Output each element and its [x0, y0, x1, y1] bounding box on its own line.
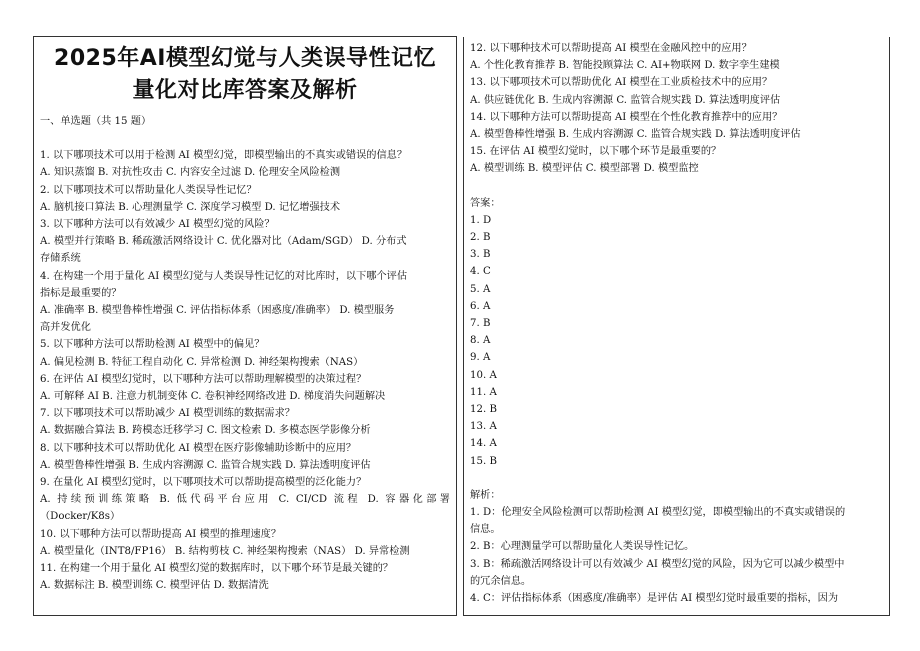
options-line: A. 模型量化（INT8/FP16） B. 结构剪枝 C. 神经架构搜索（NAS） D. 异常检测 — [40, 545, 410, 557]
answer-item: 5. A — [470, 283, 491, 295]
question-line: 10. 以下哪种方法可以帮助提高 AI 模型的推理速度？ — [40, 528, 282, 540]
options-line: A. 模型训练 B. 模型评估 C. 模型部署 D. 模型监控 — [470, 163, 699, 175]
question-line: 9. 在量化 AI 模型幻觉时，以下哪项技术可以帮助提高模型的泛化能力？ — [40, 477, 367, 489]
options-line: A. 持续预训练策略 B. 低代码平台应用 C. CI/CD 流程 D. 容器化部署 — [40, 494, 450, 506]
question-line: 14. 以下哪种方法可以帮助提高 AI 模型在个性化教育推荐中的应用？ — [470, 111, 783, 123]
document-title — [40, 43, 450, 107]
options-line: （Docker/K8s） — [40, 511, 121, 523]
question-line: 8. 以下哪种技术可以帮助优化 AI 模型在医疗影像辅助诊断中的应用？ — [40, 442, 357, 454]
analysis-line: 的冗余信息。 — [470, 575, 532, 587]
answer-item: 10. A — [470, 369, 497, 381]
options-line: A. 模型鲁棒性增强 B. 生成内容溯源 C. 监管合规实践 D. 算法透明度评估 — [470, 129, 801, 141]
answer-item: 2. B — [470, 232, 491, 244]
answer-item: 4. C — [470, 266, 491, 278]
question-line: 1. 以下哪项技术可以用于检测 AI 模型幻觉，即模型输出的不真实或错误的信息？ — [40, 150, 408, 162]
left-page — [33, 36, 457, 616]
options-line: A. 数据融合算法 B. 跨模态迁移学习 C. 图文检索 D. 多模态医学影像分析 — [40, 425, 371, 437]
question-line: 15. 在评估 AI 模型幻觉时，以下哪个环节是最重要的？ — [470, 146, 722, 158]
options-line: A. 供应链优化 B. 生成内容溯源 C. 监管合规实践 D. 算法透明度评估 — [470, 94, 781, 106]
options-line: A. 可解释 AI B. 注意力机制变体 C. 卷积神经网络改进 D. 梯度消失问题解决 — [40, 391, 386, 403]
answer-item: 13. A — [470, 421, 497, 433]
options-line: 高并发优化 — [40, 322, 91, 334]
question-line: 4. 在构建一个用于量化 AI 模型幻觉与人类误导性记忆的对比库时，以下哪个评估 — [40, 270, 408, 282]
answer-item: 1. D — [470, 214, 492, 226]
section-heading: 一、单选题（共 15 题） — [40, 116, 152, 127]
options-line: A. 脑机接口算法 B. 心理测量学 C. 深度学习模型 D. 记忆增强技术 — [40, 201, 341, 213]
analysis-heading: 解析： — [470, 489, 501, 501]
analysis-line: 4. C：评估指标体系（困惑度/准确率）是评估 AI 模型幻觉时最重要的指标，因为 — [470, 593, 839, 605]
options-line: A. 知识蒸馏 B. 对抗性攻击 C. 内容安全过滤 D. 伦理安全风险检测 — [40, 167, 341, 179]
question-line: 3. 以下哪种方法可以有效减少 AI 模型幻觉的风险？ — [40, 219, 275, 231]
analysis-line: 信息。 — [470, 524, 501, 536]
question-line: 11. 在构建一个用于量化 AI 模型幻觉的数据库时，以下哪个环节是最关键的？ — [40, 563, 394, 575]
answer-item: 8. A — [470, 335, 491, 347]
options-line: A. 个性化教育推荐 B. 智能投顾算法 C. AI+物联网 D. 数字孪生建模 — [470, 60, 780, 72]
title-line-1: 2025年AI模型幻觉与人类误导性记忆 — [54, 46, 436, 71]
answer-heading: 答案： — [470, 197, 501, 209]
answer-item: 7. B — [470, 318, 491, 330]
options-line: A. 模型并行策略 B. 稀疏激活网络设计 C. 优化器对比（Adam/SGD） D. 分布式 — [40, 236, 407, 248]
options-line: A. 准确率 B. 模型鲁棒性增强 C. 评估指标体系（困惑度/准确率） D. 模型服务 — [40, 305, 395, 317]
right-page — [463, 37, 890, 616]
analysis-line: 2. B：心理测量学可以帮助量化人类误导性记忆。 — [470, 541, 695, 553]
answer-item: 11. A — [470, 386, 497, 398]
answer-item: 14. A — [470, 438, 497, 450]
answer-item: 3. B — [470, 249, 491, 261]
options-line: 存储系统 — [40, 253, 81, 265]
options-line: A. 偏见检测 B. 特征工程自动化 C. 异常检测 D. 神经架构搜索（NAS） — [40, 356, 364, 368]
question-line: 13. 以下哪项技术可以帮助优化 AI 模型在工业质检技术中的应用？ — [470, 77, 773, 89]
question-line: 2. 以下哪项技术可以帮助量化人类误导性记忆？ — [40, 184, 257, 196]
question-line: 5. 以下哪种方法可以帮助检测 AI 模型中的偏见？ — [40, 339, 265, 351]
question-line: 6. 在评估 AI 模型幻觉时，以下哪种方法可以帮助理解模型的决策过程？ — [40, 373, 367, 385]
title-line-2: 量化对比库答案及解析 — [132, 78, 358, 103]
analysis-line: 3. B：稀疏激活网络设计可以有效减少 AI 模型幻觉的风险，因为它可以减少模型中 — [470, 558, 845, 570]
answer-item: 6. A — [470, 300, 491, 312]
analysis-line: 1. D：伦理安全风险检测可以帮助检测 AI 模型幻觉，即模型输出的不真实或错误的 — [470, 507, 846, 519]
answer-item: 15. B — [470, 455, 497, 467]
answer-item: 9. A — [470, 352, 491, 364]
answer-item: 12. B — [470, 404, 497, 416]
options-line: A. 模型鲁棒性增强 B. 生成内容溯源 C. 监管合规实践 D. 算法透明度评估 — [40, 459, 371, 471]
question-line: 指标是最重要的？ — [40, 287, 122, 299]
question-line: 7. 以下哪项技术可以帮助减少 AI 模型训练的数据需求？ — [40, 408, 295, 420]
options-line: A. 数据标注 B. 模型训练 C. 模型评估 D. 数据清洗 — [40, 580, 269, 592]
question-line: 12. 以下哪种技术可以帮助提高 AI 模型在金融风控中的应用？ — [470, 43, 752, 54]
